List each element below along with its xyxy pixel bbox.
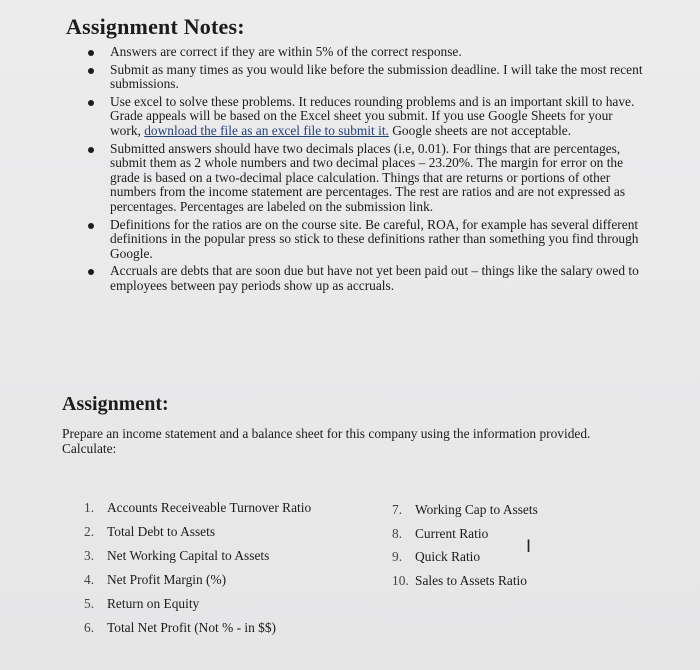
note-item bbox=[85, 218, 645, 262]
item-label: Accounts Receiveable Turnover Ratio bbox=[107, 500, 312, 515]
bullet-icon bbox=[88, 223, 94, 229]
note-item bbox=[85, 63, 645, 92]
note-item bbox=[85, 264, 645, 293]
text-cursor-icon: I bbox=[526, 537, 532, 557]
note-item bbox=[85, 45, 645, 60]
item-number: 5. bbox=[84, 596, 95, 611]
item-label: Current Ratio bbox=[415, 525, 489, 541]
note-text: Definitions for the ratios are on the course site. Be careful, ROA, for example has several different definitions in the popular press so stick to these definitions rather than something you find through Google. bbox=[110, 216, 639, 261]
assignment-notes-heading: Assignment Notes: bbox=[66, 14, 245, 39]
item-number: 9. bbox=[392, 549, 403, 564]
item-number: 2. bbox=[84, 524, 95, 539]
item-number: 8. bbox=[392, 525, 403, 541]
note-text: Submit as many times as you would like before the submission deadline. I will take the most recent submissions. bbox=[110, 61, 643, 92]
calculation-item bbox=[84, 500, 344, 515]
item-label: Quick Ratio bbox=[415, 549, 481, 564]
note-item bbox=[85, 95, 645, 139]
calculation-item bbox=[392, 549, 612, 564]
bullet-icon bbox=[88, 269, 94, 275]
item-number: 7. bbox=[392, 502, 403, 517]
bullet-icon bbox=[88, 100, 94, 106]
item-label: Net Profit Margin (%) bbox=[107, 572, 227, 587]
item-number: 1. bbox=[84, 500, 95, 515]
item-label: Total Net Profit (Not % - in $$) bbox=[107, 620, 277, 635]
bullet-icon bbox=[88, 50, 94, 56]
calculation-item bbox=[84, 548, 344, 563]
note-text: Accruals are debts that are soon due but have not yet been paid out – things like the salary owed to employees between pay periods show up as accruals. bbox=[110, 263, 639, 293]
calculation-item bbox=[84, 620, 344, 635]
calculation-list-left bbox=[84, 500, 344, 644]
calculation-item bbox=[84, 572, 344, 587]
assignment-prompt: Prepare an income statement and a balance sheet for this company using the information provided. Calculate: bbox=[62, 426, 591, 456]
note-text: Answers are correct if they are within 5% of the correct response. bbox=[110, 44, 462, 59]
calculation-item bbox=[392, 526, 612, 541]
calculation-item bbox=[392, 502, 612, 517]
item-number: 3. bbox=[84, 548, 95, 563]
item-number: 10. bbox=[392, 572, 409, 588]
item-label: Net Working Capital to Assets bbox=[107, 548, 270, 563]
note-text: Use excel to solve these problems. It reduces rounding problems and is an important skill to have. Grade appeals will be based on the Excel sheet you submit. If you use Google Sheets for your work, bbox=[110, 93, 635, 138]
note-text: Submitted answers should have two decimals places (i.e, 0.01). For things that are percentages, submit them as 2 whole numbers and two decimal places – 23.20%. The margin for error on the grade is based on a two-decimal place calculation. Things that are returns or portions of other numbers from the income statement are percentages. The rest are ratios and are not expressed as percentages. Percentages are labeled on the submission link. bbox=[110, 140, 626, 214]
item-label: Total Debt to Assets bbox=[107, 524, 216, 539]
item-label: Return on Equity bbox=[107, 596, 200, 611]
item-label: Working Cap to Assets bbox=[415, 502, 538, 517]
note-item bbox=[85, 142, 645, 215]
item-number: 4. bbox=[84, 572, 95, 587]
item-label: Sales to Assets Ratio bbox=[415, 572, 527, 588]
bullet-icon bbox=[88, 68, 94, 74]
bullet-icon bbox=[88, 147, 94, 153]
item-number: 6. bbox=[84, 620, 95, 635]
assignment-notes-list bbox=[85, 45, 645, 297]
calculation-list-right bbox=[392, 502, 612, 596]
calculation-item bbox=[84, 524, 344, 539]
assignment-heading: Assignment: bbox=[62, 393, 169, 415]
download-excel-link[interactable]: download the file as an excel file to submit it. bbox=[144, 122, 389, 138]
calculation-item bbox=[392, 573, 612, 588]
calculation-item bbox=[84, 596, 344, 611]
note-text: Google sheets are not acceptable. bbox=[388, 122, 572, 138]
